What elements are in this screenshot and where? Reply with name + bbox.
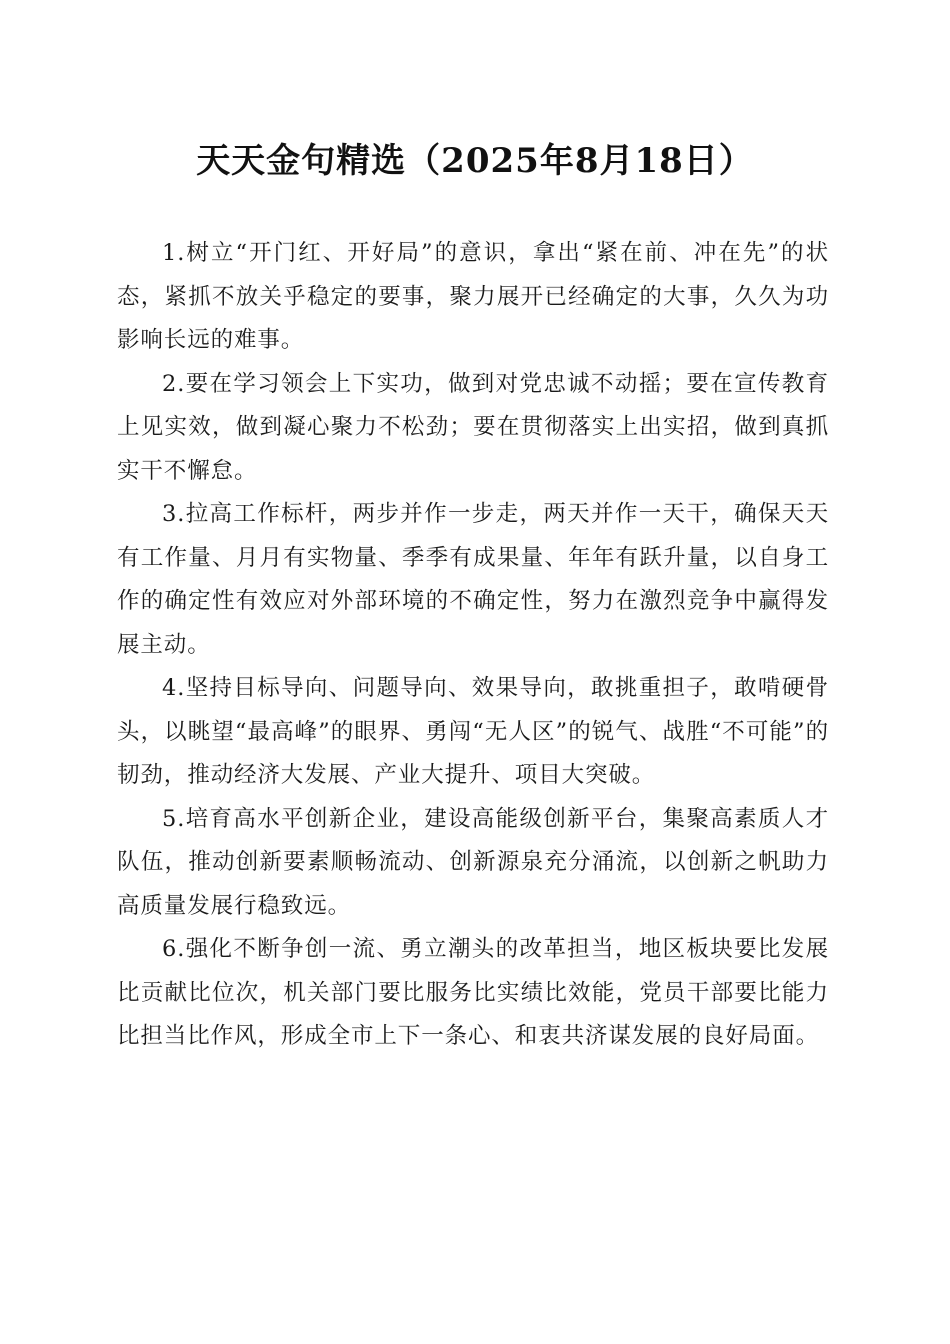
paragraph-2: 2.要在学习领会上下实功，做到对党忠诚不动摇；要在宣传教育上见实效，做到凝心聚力不松劲；要在贯彻落实上出实招，做到真抓实干不懈怠。 <box>117 370 829 484</box>
document-title: 天天金句精选（2025年8月18日） <box>196 141 754 181</box>
paragraph-1: 1.树立“开门红、开好局”的意识，拿出“紧在前、冲在先”的状态，紧抓不放关乎稳定的要事，聚力展开已经确定的大事，久久为功影响长远的难事。 <box>117 240 829 353</box>
document-body <box>117 232 829 1059</box>
paragraph-3: 3.拉高工作标杆，两步并作一步走，两天并作一天干，确保天天有工作量、月月有实物量、季季有成果量、年年有跃升量，以自身工作的确定性有效应对外部环境的不确定性，努力在激烈竞争中赢得发展主动。 <box>117 501 829 658</box>
paragraph-5: 5.培育高水平创新企业，建设高能级创新平台，集聚高素质人才队伍，推动创新要素顺畅流动、创新源泉充分涌流，以创新之帆助力高质量发展行稳致远。 <box>117 805 829 919</box>
paragraph-6: 6.强化不断争创一流、勇立潮头的改革担当，地区板块要比发展比贡献比位次，机关部门要比服务比实绩比效能，党员干部要比能力比担当比作风，形成全市上下一条心、和衷共济谋发展的良好局面。 <box>117 936 829 1049</box>
paragraph-4: 4.坚持目标导向、问题导向、效果导向，敢挑重担子，敢啃硬骨头，以眺望“最高峰”的眼界、勇闯“无人区”的锐气、战胜“不可能”的韧劲，推动经济大发展、产业大提升、项目大突破。 <box>117 675 829 788</box>
